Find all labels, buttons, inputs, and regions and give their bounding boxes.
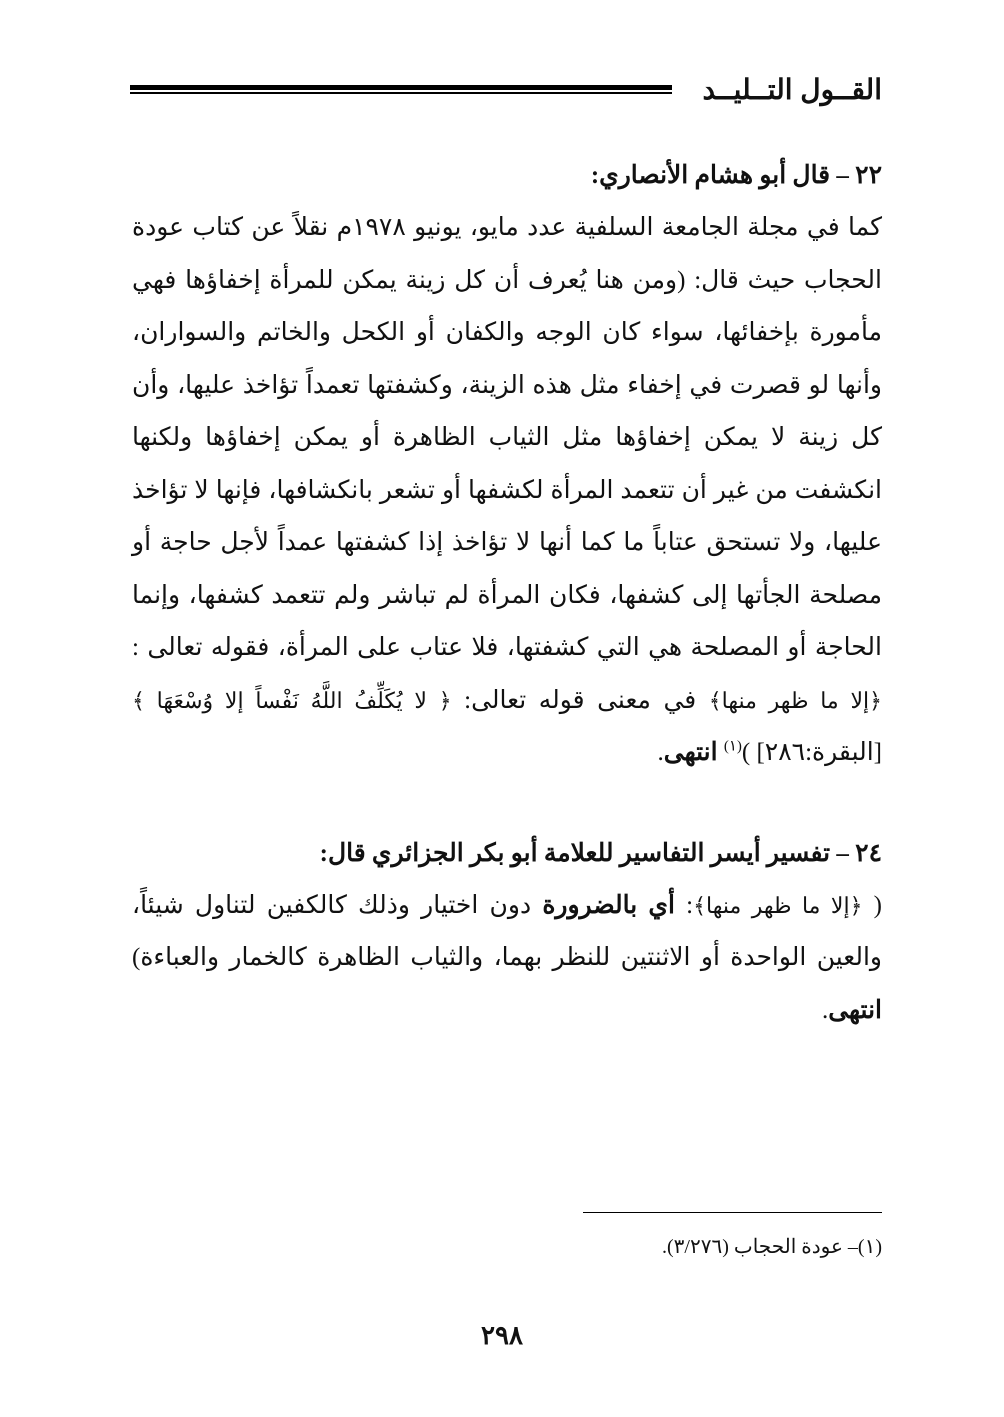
running-header-title: القــول التــليــد [702,74,882,105]
section-heading-22: ٢٢ – قال أبو هشام الأنصاري: [590,162,882,189]
page-header [130,72,882,112]
header-rule-thin [130,92,672,94]
section-spacer [132,780,882,828]
section-heading-24: ٢٤ – تفسير أيسر التفاسير للعلامة أبو بكر الجزائري قال: [319,839,882,867]
footnote-separator [583,1212,882,1213]
page-body [132,150,882,1037]
page-number: ٢٩٨ [481,1320,523,1350]
section-paragraph-24: ( ﴿إلا ما ظهر منها﴾: أي بالضرورة دون اختيار وذلك كالكفين لتناول شيئاً، والعين الواحدة أو الاثنتين للنظر بهما، والثياب الظاهرة كالخمار والعباءة) انتهى. [132,891,882,1024]
footnote: (١)– عودة الحجاب (٣/٢٧٦). [662,1236,882,1258]
header-rule-thick [130,85,672,90]
section-paragraph-22: كما في مجلة الجامعة السلفية عدد مايو، يونيو ١٩٧٨م نقلاً عن كتاب عودة الحجاب حيث قال: (ومن هنا يُعرف أن كل زينة يمكن للمرأة إخفاؤها فهي مأمورة بإخفائها، سواء كان الوجه والكفان أو الكحل والخاتم والسواران، وأنها لو قصرت في إخفاء مثل هذه الزينة، وكشفتها تعمداً تؤاخذ عليها، وأن كل زينة لا يمكن إخفاؤها مثل الثياب الظاهرة أو يمكن إخفاؤها ولكنها انكشفت من غير أن تتعمد المرأة لكشفها أو تشعر بانكشافها، فإنها لا تؤاخذ عليها، ولا تستحق عتاباً ما كما أنها لا تؤاخذ إذا كشفتها عمداً لأجل حاجة أو مصلحة الجأتها إلى كشفها، فكان المرأة لم تباشر ولم تتعمد كشفها، وإنما الحاجة أو المصلحة هي التي كشفتها، فلا عتاب على المرأة، فقوله تعالى : ﴿إلا ما ظهر منها﴾ في معنى قوله تعالى: ﴿ لا يُكَلِّفُ اللَّهُ نَفْساً إلا وُسْعَهَا ﴾ [البقرة:٢٨٦] )$^{(١)}$ انتهى. [132,214,883,766]
header-double-rule [130,85,672,95]
